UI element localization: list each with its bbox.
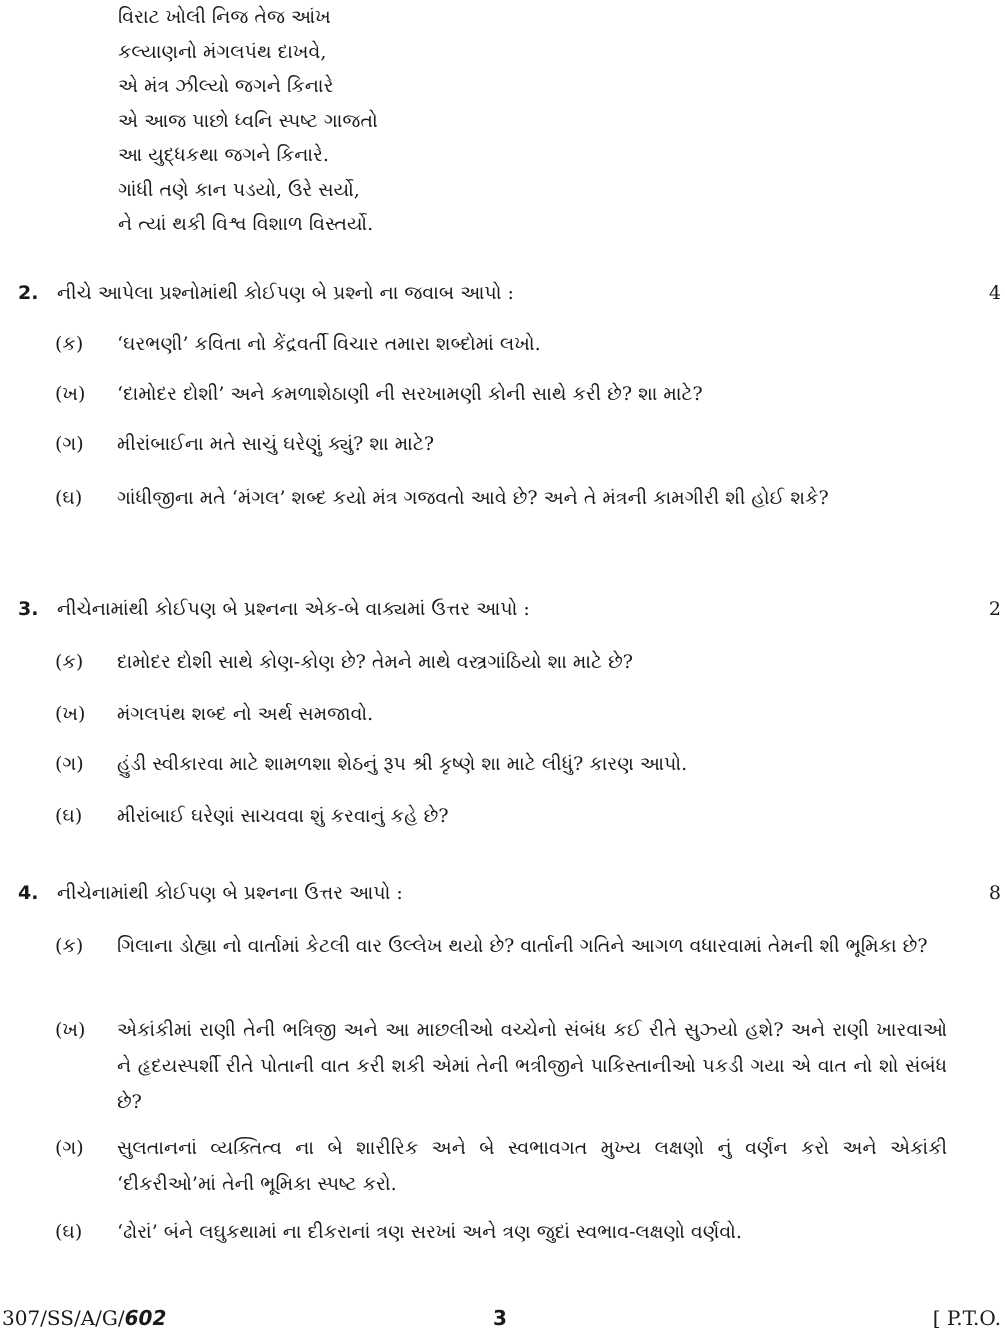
- sub-question-label: (ક): [55, 935, 84, 957]
- sub-question-label: (ક): [55, 651, 84, 673]
- sub-question-label: (ઘ): [55, 1221, 83, 1243]
- page-footer: [0, 1306, 1005, 1330]
- sub-question: [55, 746, 947, 782]
- question-header: [0, 878, 1005, 910]
- paper-code-prefix: 307/SS/A/G/: [2, 1306, 125, 1330]
- sub-question: [55, 1214, 947, 1250]
- question-number: 2.: [18, 282, 39, 304]
- question-marks: 4: [988, 282, 1001, 304]
- sub-question-text: ગિલાના ડોહ્યા નો વાર્તામાં કેટલી વાર ઉલ્લેખ થયો છે? વાર્તાની ગતિને આગળ વધારવામાં તેમની શી ભૂમિકા છે?: [117, 935, 928, 957]
- sub-question: [55, 696, 947, 732]
- poem-line: કલ્યાણનો મંગલપંથ દાખવે,: [118, 40, 327, 63]
- sub-question-text: ‘દામોદર દોશી’ અને કમળાશેઠાણી ની સરખામણી કોની સાથે કરી છે? શા માટે?: [117, 383, 703, 405]
- sub-question-text: મીરાંબાઈ ઘરેણાં સાચવવા શું કરવાનું કહે છે?: [117, 805, 449, 827]
- poem-line: એ મંત્ર ઝીલ્યો જગને કિનારે: [118, 75, 334, 97]
- sub-question: [55, 326, 947, 362]
- sub-question-label: (ગ): [55, 1137, 84, 1159]
- sub-question-text: સુલતાનનાં વ્યક્તિત્વ ના બે શારીરિક અને બે સ્વભાવગત મુખ્ય લક્ષણો નું વર્ણન કરો અને એકાંકી ‘દીકરીઓ’માં તેની ભૂમિકા સ્પષ્ટ કરો.: [117, 1137, 947, 1195]
- sub-question-text: હુંડી સ્વીકારવા માટે શામળશા શેઠનું રૂપ શ્રી કૃષ્ણે શા માટે લીધું? કારણ આપો.: [117, 753, 688, 775]
- sub-question: [55, 376, 947, 412]
- paper-code: [2, 1306, 166, 1330]
- sub-question-label: (ક): [55, 333, 84, 355]
- sub-question: [55, 644, 947, 680]
- sub-question-text: મંગલપંથ શબ્દ નો અર્થ સમજાવો.: [117, 703, 374, 725]
- sub-question-label: (ખ): [55, 383, 86, 405]
- sub-question: [55, 1130, 947, 1202]
- sub-question-text: ગાંધીજીના મતે ‘મંગલ’ શબ્દ કયો મંત્ર ગજવતો આવે છે? અને તે મંત્રની કામગીરી શી હોઈ શકે?: [117, 487, 829, 509]
- pto-label: [ P.T.O.: [932, 1306, 1001, 1330]
- sub-question-text: એકાંકીમાં રાણી તેની ભત્રિજી અને આ માછલીઓ વચ્ચેનો સંબંધ કઈ રીતે સુઝ્યો હશે? અને રાણી ખારવાઓ ને હૃદયસ્પર્શી રીતે પોતાની વાત કરી શકી એમાં તેની ભત્રીજીને પાકિસ્તાનીઓ પકડી ગયા એ વાત નો શો સંબંધ છે?: [117, 1019, 947, 1113]
- sub-question: [55, 1012, 947, 1120]
- question-number: 3.: [18, 598, 39, 620]
- poem-stanza: [118, 0, 378, 242]
- question-instruction: નીચે આપેલા પ્રશ્નોમાંથી કોઈપણ બે પ્રશ્નો ના જવાબ આપો :: [57, 282, 514, 304]
- sub-question-text: ‘ઢોરાં’ બંને લઘુકથામાં ના દીકરાનાં ત્રણ સરખાં અને ત્રણ જુદાં સ્વભાવ-લક્ષણો વર્ણવો.: [117, 1221, 742, 1243]
- sub-question: [55, 928, 947, 964]
- sub-question: [55, 480, 947, 516]
- sub-question-label: (ખ): [55, 1019, 86, 1041]
- question-3: [0, 594, 1005, 626]
- sub-question-label: (ગ): [55, 753, 84, 775]
- sub-question: [55, 426, 947, 462]
- question-instruction: નીચેનામાંથી કોઈપણ બે પ્રશ્નના એક-બે વાક્યમાં ઉત્તર આપો :: [57, 598, 530, 620]
- poem-line: આ યુદ્ધકથા જગને કિનારે.: [118, 144, 329, 166]
- question-number: 4.: [18, 882, 39, 904]
- question-header: [0, 278, 1005, 310]
- question-4: [0, 878, 1005, 910]
- page-number: 3: [493, 1306, 507, 1330]
- question-2: [0, 278, 1005, 310]
- question-instruction: નીચેનામાંથી કોઈપણ બે પ્રશ્નના ઉત્તર આપો :: [57, 882, 403, 904]
- sub-question-text: ‘ઘરભણી’ કવિતા નો કેંદ્રવર્તી વિચાર તમારા શબ્દોમાં લખો.: [117, 333, 541, 355]
- sub-question-label: (ગ): [55, 433, 84, 455]
- poem-line: ગાંધી તણે કાન પડયો, ઉરે સર્યો,: [118, 178, 360, 201]
- sub-question-label: (ઘ): [55, 487, 83, 509]
- poem-line: એ આજ પાછો ધ્વનિ સ્પષ્ટ ગાજતો: [118, 109, 378, 132]
- poem-line: ને ત્યાં થકી વિશ્વ વિશાળ વિસ્તર્યો.: [118, 213, 374, 235]
- sub-question-label: (ઘ): [55, 805, 83, 827]
- sub-question-text: દામોદર દોશી સાથે કોણ-કોણ છે? તેમને માથે વસ્ત્રગાંઠિયો શા માટે છે?: [117, 651, 633, 673]
- question-marks: 8: [988, 882, 1001, 904]
- question-marks: 2: [988, 598, 1001, 620]
- sub-question-text: મીરાંબાઈના મતે સાચું ઘરેણું ક્યું? શા માટે?: [117, 433, 435, 455]
- sub-question: [55, 798, 947, 834]
- poem-line: વિરાટ ખોલી નિજ તેજ આંખ: [118, 6, 331, 28]
- sub-question-label: (ખ): [55, 703, 86, 725]
- paper-code-number: 602: [124, 1306, 167, 1330]
- question-header: [0, 594, 1005, 626]
